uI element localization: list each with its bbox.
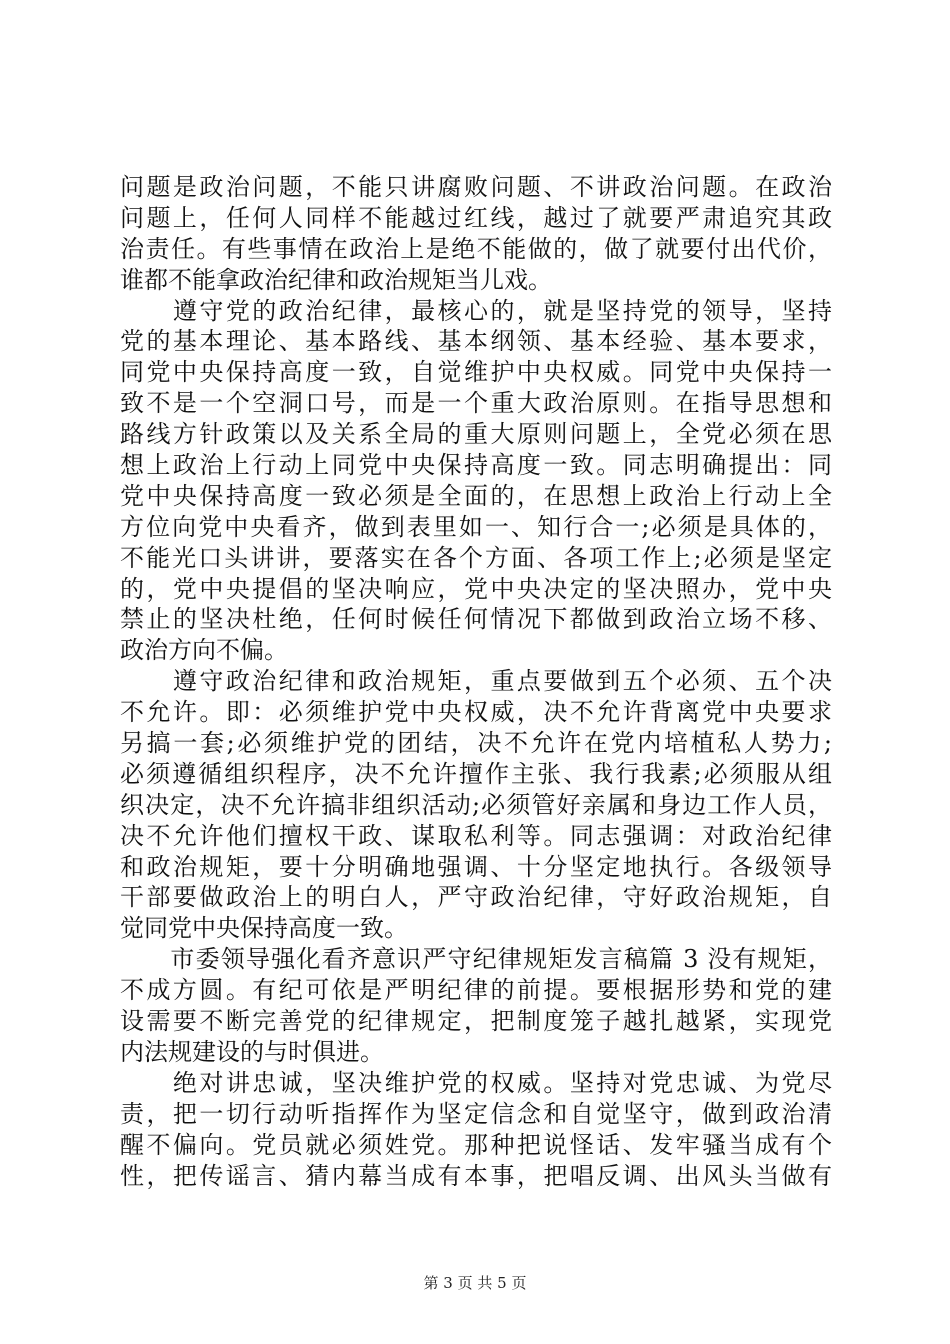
text-line: 致不是一个空洞口号，而是一个重大政治原则。在指导思想和 — [120, 389, 832, 418]
text-line: 遵守政治纪律和政治规矩，重点要做到五个必须、五个决 — [120, 667, 832, 696]
text-line: 不允许。即：必须维护党中央权威，决不允许背离党中央要求 — [120, 698, 832, 727]
page-footer: 第 3 页 共 5 页 — [423, 1274, 527, 1292]
text-line: 决不允许他们擅权干政、谋取私利等。同志强调：对政治纪律 — [120, 821, 832, 850]
text-line: 必须遵循组织程序，决不允许擅作主张、我行我素;必须服从组 — [120, 759, 832, 788]
text-line: 觉同党中央保持高度一致。 — [120, 914, 408, 943]
text-line: 性，把传谣言、猜内幕当成有本事，把唱反调、出风头当做有 — [120, 1161, 832, 1190]
text-line: 问题是政治问题，不能只讲腐败问题、不讲政治问题。在政治 — [120, 173, 832, 201]
text-line: 同党中央保持高度一致，自觉维护中央权威。同党中央保持一 — [120, 358, 832, 387]
document-body — [120, 172, 832, 1191]
text-line: 不成方圆。有纪可依是严明纪律的前提。要根据形势和党的建 — [120, 976, 832, 1005]
text-line: 市委领导强化看齐意识严守纪律规矩发言稿篇 3 没有规矩， — [120, 945, 832, 974]
text-line: 设需要不断完善党的纪律规定，把制度笼子越扎越紧，实现党 — [120, 1007, 832, 1036]
text-line: 谁都不能拿政治纪律和政治规矩当儿戏。 — [120, 265, 552, 294]
text-line: 方位向党中央看齐，做到表里如一、知行合一;必须是具体的， — [120, 512, 832, 541]
text-line: 党的基本理论、基本路线、基本纲领、基本经验、基本要求， — [120, 327, 832, 356]
text-line: 责，把一切行动听指挥作为坚定信念和自觉坚守，做到政治清 — [120, 1099, 832, 1128]
text-line: 另搞一套;必须维护党的团结，决不允许在党内培植私人势力; — [120, 729, 832, 758]
text-line: 的，党中央提倡的坚决响应，党中央决定的坚决照办，党中央 — [120, 574, 832, 603]
text-line: 路线方针政策以及关系全局的重大原则问题上，全党必须在思 — [120, 420, 832, 449]
text-line: 和政治规矩，要十分明确地强调、十分坚定地执行。各级领导 — [120, 852, 832, 881]
text-line: 不能光口头讲讲，要落实在各个方面、各项工作上;必须是坚定 — [120, 543, 832, 572]
text-line: 党中央保持高度一致必须是全面的，在思想上政治上行动上全 — [120, 481, 832, 510]
text-line: 问题上，任何人同样不能越过红线，越过了就要严肃追究其政 — [120, 203, 832, 232]
text-line: 治责任。有些事情在政治上是绝不能做的，做了就要付出代价， — [120, 234, 832, 263]
text-line: 政治方向不偏。 — [120, 636, 288, 665]
text-line: 织决定，决不允许搞非组织活动;必须管好亲属和身边工作人员， — [120, 790, 832, 819]
text-line: 禁止的坚决杜绝，任何时候任何情况下都做到政治立场不移、 — [120, 605, 832, 634]
text-line: 绝对讲忠诚，坚决维护党的权威。坚持对党忠诚、为党尽 — [120, 1068, 832, 1097]
text-line: 遵守党的政治纪律，最核心的，就是坚持党的领导，坚持 — [120, 296, 832, 325]
text-line: 内法规建设的与时俱进。 — [120, 1037, 384, 1066]
text-line: 醒不偏向。党员就必须姓党。那种把说怪话、发牢骚当成有个 — [120, 1130, 832, 1159]
text-line: 干部要做政治上的明白人，严守政治纪律，守好政治规矩，自 — [120, 883, 832, 912]
text-line: 想上政治上行动上同党中央保持高度一致。同志明确提出：同 — [120, 451, 832, 480]
